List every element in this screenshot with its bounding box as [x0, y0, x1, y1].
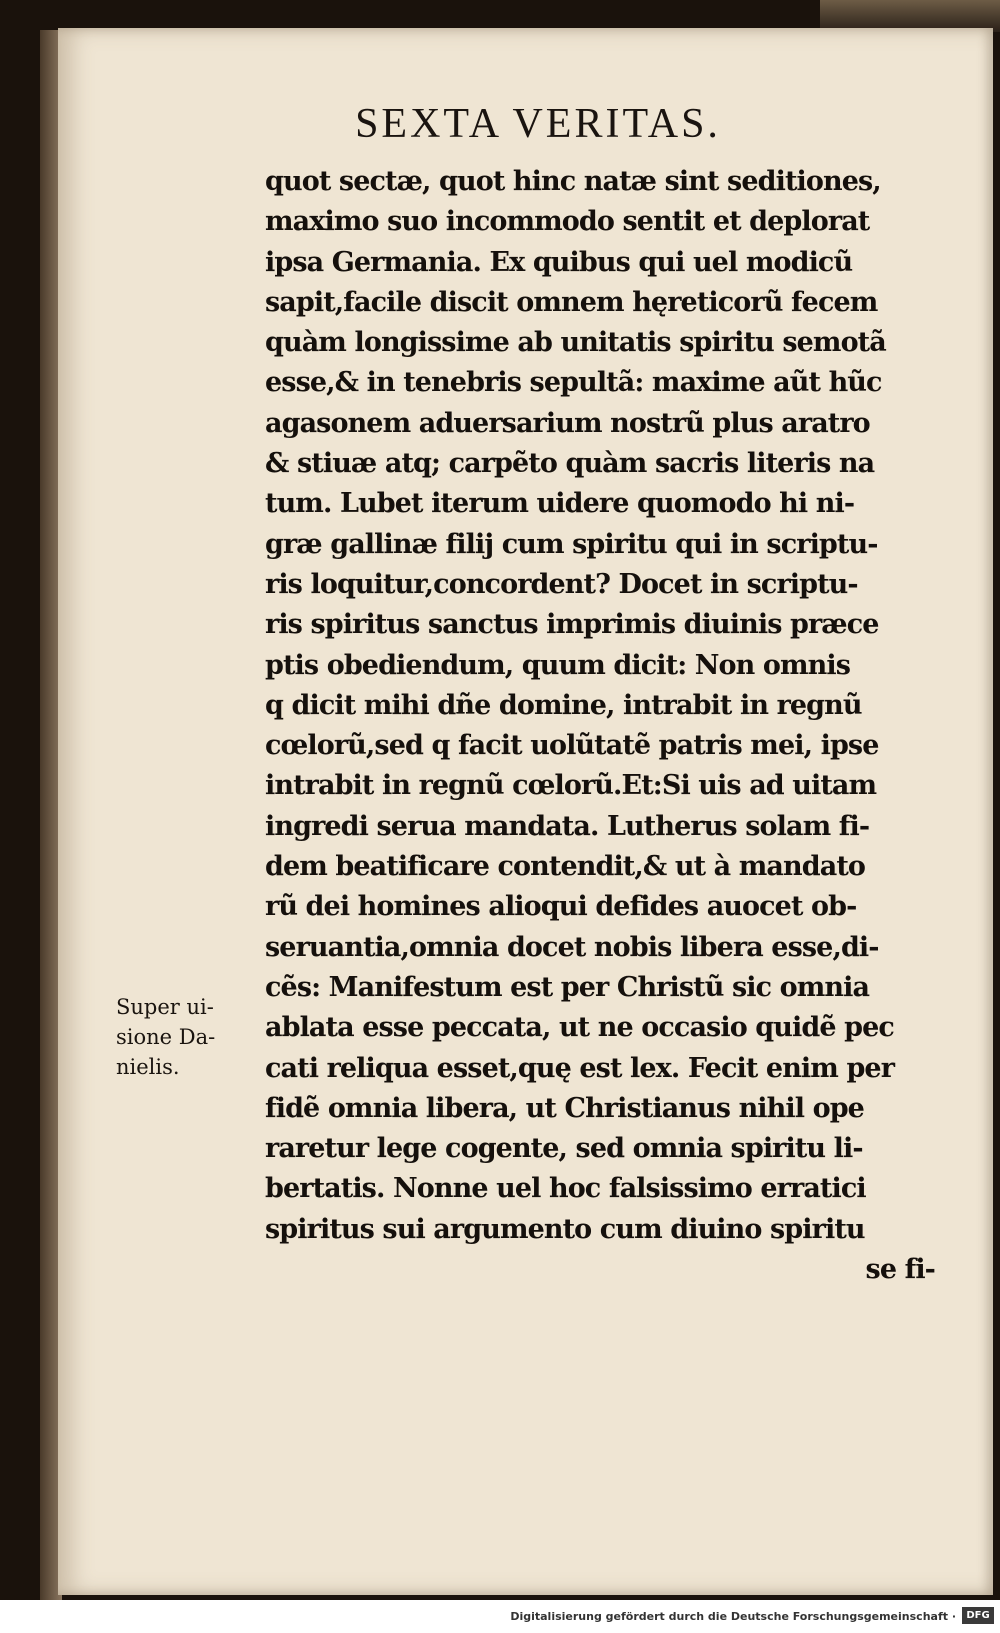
marginal-note	[116, 992, 256, 1082]
footer-credit: Digitalisierung gefördert durch die Deutsche Forschungsgemeinschaft ·	[510, 1610, 956, 1623]
marginal-note-line: nielis.	[116, 1055, 180, 1079]
text-line: & stiuæ atq; carpẽto quàm sacris literis na	[265, 448, 875, 480]
text-line: ipsa Germania. Ex quibus qui uel modicũ	[265, 246, 853, 278]
text-line: ris loquitur,concordent? Docet in scriptu-	[265, 568, 858, 600]
marginal-note-line: Super ui-	[116, 995, 214, 1019]
text-line: q dicit mihi dñe domine, intrabit in regnũ	[265, 689, 862, 721]
text-line: ptis obediendum, quum dicit: Non omnis	[265, 649, 851, 681]
text-line: ris spiritus sanctus imprimis diuinis præce	[265, 609, 879, 641]
dfg-logo: DFG	[962, 1607, 994, 1624]
marginal-note-line: sione Da-	[116, 1025, 216, 1049]
text-line: maximo suo incommodo sentit et deplorat	[265, 206, 870, 238]
text-line: intrabit in regnũ cœlorũ.Et:Si uis ad uitam	[265, 770, 877, 802]
body-text	[265, 162, 935, 1290]
text-line: bertatis. Nonne uel hoc falsissimo erratici	[265, 1173, 866, 1205]
text-line: seruantia,omnia docet nobis libera esse,di-	[265, 931, 879, 963]
text-line: agasonem aduersarium nostrũ plus aratro	[265, 407, 870, 439]
text-line: esse,& in tenebris sepultã: maxime aũt hũc	[265, 367, 882, 399]
text-line: dem beatificare contendit,& ut à mandato	[265, 851, 866, 883]
text-line: cati reliqua esset,quę est lex. Fecit enim per	[265, 1052, 895, 1084]
text-line: ingredi serua mandata. Lutherus solam fi-	[265, 810, 870, 842]
text-line: raretur lege cogente, sed omnia spiritu li-	[265, 1133, 863, 1165]
text-line: sapit,facile discit omnem hęreticorũ fecem	[265, 286, 878, 318]
text-line: tum. Lubet iterum uidere quomodo hi ni-	[265, 488, 855, 520]
text-line: rũ dei homines alioqui defides auocet ob-	[265, 891, 857, 923]
running-head: SEXTA VERITAS.	[355, 101, 721, 147]
text-line: quàm longissime ab unitatis spiritu semotã	[265, 327, 886, 359]
text-line: spiritus sui argumento cum diuino spiritu	[265, 1213, 865, 1245]
text-line: cẽs: Manifestum est per Christũ sic omnia	[265, 971, 870, 1003]
text-line: ablata esse peccata, ut ne occasio quidẽ pec	[265, 1012, 894, 1044]
text-line: cœlorũ,sed q facit uolũtatẽ patris mei, ipse	[265, 730, 879, 762]
text-line: quot sectæ, quot hinc natæ sint seditiones,	[265, 166, 881, 197]
catchword: se fi-	[865, 1254, 935, 1286]
text-line: græ gallinæ filij cum spiritu qui in scriptu-	[265, 528, 878, 560]
text-line: fidẽ omnia libera, ut Christianus nihil ope	[265, 1092, 864, 1124]
